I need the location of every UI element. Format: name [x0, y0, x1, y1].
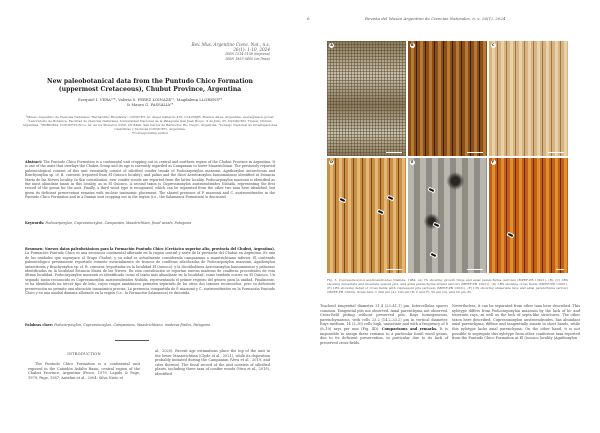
- arrow-icon: [338, 196, 346, 203]
- scale-bar: [556, 269, 564, 270]
- journal-citation: [192, 42, 270, 61]
- issn-print: ISSN 1514-5158 (impresa): [225, 52, 270, 57]
- authors-line-2: & Mauro G. PASSALIA²⁴: [126, 102, 174, 107]
- palabras-label: Palabras clave:: [25, 323, 54, 327]
- scale-bar: [548, 152, 564, 153]
- scale-bar: [386, 269, 402, 270]
- running-title: Revista del Museo Argentino de Ciencias Naturales, n. s. 26(1), 2024: [365, 16, 506, 21]
- scale-bar: [467, 152, 483, 153]
- article-title: [20, 78, 280, 94]
- palabras-clave: [25, 323, 275, 327]
- figure-panel-b: [408, 41, 487, 156]
- corresponding-author-note: *Corresponding author: [131, 131, 169, 136]
- body-column-1: [320, 304, 448, 345]
- arrow-icon: [429, 251, 437, 258]
- affiliations: [22, 115, 278, 135]
- figure-panel-d: [327, 158, 406, 273]
- affiliations-text: ¹Museo Argentino de Ciencias Naturales "Bernardino Rivadavia", CONICET. Av. Ángel Gallardo 470, C1405DJR, Buenos Aires, Argentina. evera@macn.gov.ar. ²Laboratorio de Botánica, Facultad de Ciencias Naturales, Universidad Nacional de la Patagonia San Juan Bosco. 9 de Julio 25, U9100CKN, Trelew, Chubut, Argentina. ³INIBIOMA, CONICET-UNCo. Av. de los Pioneros 2350, CP 8400, San Carlos de Bariloche, Río Negro, Argentina. ⁴Consejo Nacional de Investigaciones Científicas y Técnicas (CONICET), Argentina.: [22, 115, 278, 132]
- panel-label: D: [330, 159, 333, 164]
- right-page: [300, 0, 600, 433]
- journal-volume: 26(1): 1-10, 2024: [233, 47, 270, 53]
- panel-label: A: [330, 43, 333, 47]
- introduction-column-1: The Puntudo Chico Formation is a continental unit exposed in the Cañadón Asfalto Basin, central region of the Chubut Province, Argentina (Pesce, 1979, Lapido & Page, 1979; Page, 1987; Anselmi et al., 2004; Silva Nieto et: [28, 362, 140, 380]
- resumen-text: La Formación Puntudo Chico es una secuencia continental aflorante en la región central y norte de la provincia del Chubut en Argentina. Es una de las unidades que suprayace al Grupo Chubut, y su edad es actualmente considerada campaniana a maastrichtiana inferior. El contenido paleontológico previamente reportado consiste esencialmente de troncos de coníferas silicificadas de Podocarpoxylon mazzonii, Agathoxylon antarcticum y Brachyoxylon sp. cf. B. currorsii (reportadas en la localidad El Quiosco), y la dicotiledónea Aerotoxoxylon bausomnionse y palmeras identificadas en la localidad Estancia María de las Nieves. En esta contribución se reportan nuevas maderas de coníferas procedentes de esta última localidad. Podocarpoxylon mazzonii es identificado como el taxón más abundante en la localidad, como también ocurre en El Quiosco. Un segundo taxón reconocido es Cupressinoxylon austroendroides Nishida, representando el primer registro del género para la unidad. Finalmente, se ha identificado un tercer tipo de leño, cuyos rasgos anatómicos permiten separarlo de los otros dos taxones reconocidos, pero su deficiente preservación no permite una ubicación taxonómica precisa. La presencia compartida de P. mazzonii y C. austroendroides en la Formación Puntudo Chico y en una unidad daniana aflorante en la región (i.e., la Formación Salamanca) es discutida.: [25, 251, 275, 296]
- keywords: [25, 221, 275, 225]
- introduction-column-2: al., 2020). Recent age estimations place the top of the unit in the lower Maastrichtian (Clyde et al., 2021), while its deposition probably initiated during the Campanian (Vera et al., 2019, and cites therein). The fossil record of the unit consists of silicified plants, including three taxa of conifer woods (Vera et al., 2019), identified: [155, 349, 270, 376]
- resumen: [25, 247, 275, 295]
- body-column-2: Nevertheless, it can be separated from other taxa here described. This xylotype differs from Podocarpoxylon mazzonii by the lack of bi- and triseriate rays, as well as the lack of septa-like structures. The other taxon here described, Cupressinoxylon austroendroides, has abundant axial parenchyma, diffuse and tangentially zonate in short bands, while this xylotype lacks axial parenchyma. On the other hand, it is not possible to segregate this xylotype from other coniferous taxa reported from the Puntudo Chico Formation at El Quiosco locality (Agathoxylon: [452, 304, 580, 341]
- arrow-icon: [376, 208, 384, 215]
- comparisons-heading: Comparisons and remarks.: [381, 326, 438, 331]
- abstract-text: The Puntudo Chico Formation is a continental unit cropping out in central and northern region of the Chubut Province in Argentina. It is one of the units that overlays the Chubut Group and its age is currently regarded as Campanian to lower Maastrichtian. The previously reported paleontological content of this unit essentially consist of silicified conifer trunks of Podocarpoxylon mazzonii, Agathoxylon antarcticum and Brachyoxylon sp. cf. B. currorsii (reported from El Quiosco locality), and palms and the dicot Aerotoxoxylon bausomnionse identified at Estancia María de las Nieves locality. In this contribution, new conifer woods are reported from the latter locality. Podocarpoxylon mazzonii is identified as the most abundant taxon in this locality, as in El Quiosco. A second taxon is Cupressinoxylon austroendroides Nishida, representing the first record of the genus for the unit. Finally, a third wood type is recognized, which can be separated from the other two taxa here identified, but given its deficient preservation remains with unclear taxonomic placement. The shared presence of P. mazzonii and C. austroendroides in the Puntudo Chico Formation and in a Danian unit cropping out in the region (i.e., the Salamanca Formation) is discussed.: [25, 160, 275, 200]
- panel-label: B: [411, 43, 414, 47]
- introduction-heading: INTRODUCTION: [67, 352, 101, 356]
- figure-caption: Fig. 3. Cupressinoxylon austroendroides Nishida, 1984. (A) TS showing growth rings and axial parenchyma (arrows) (MPEF-PB 13021). (B), (C) LRS showing uniseriate and biseriate spaced pits, and axial parenchyma strand (arrow) (MPEF-PB 13021). (D) LRS showing cross fields (MPEF-PB 13021). (E) LRS showing detail of cross fields with cupressoid pits (arrows) (MPEF-PB 13021). (F) LTS showing uniseriate rays and axial parenchyma (arrow) (MPEF-PB 13023). Scale bars = 200 µm (A); 100 µm (B, C and F), 50 µm (D), and 20 µm (E).: [327, 278, 568, 295]
- arrow-icon: [386, 194, 394, 201]
- arrow-icon: [506, 231, 514, 238]
- panel-label: F: [491, 159, 495, 164]
- figure-panel-c: [489, 41, 568, 156]
- abstract: [25, 160, 275, 200]
- scale-bar: [386, 152, 402, 153]
- authors: [20, 97, 280, 107]
- abstract-label: Abstract:: [25, 160, 43, 164]
- journal-name: Rev. Mus. Argentino Cienc. Nat., n.s.: [191, 42, 270, 47]
- keywords-label: Keywords:: [25, 221, 45, 225]
- figure-panel-f: [489, 158, 568, 273]
- figure-panel-e: [408, 158, 487, 273]
- arrow-icon: [427, 186, 435, 193]
- authors-line-1: Ezequiel I. VERA¹²*, Valeria S. PEREZ LOINAZE¹², Magdalena LLORENS³⁴: [78, 97, 222, 102]
- scale-bar: [467, 269, 483, 270]
- keywords-text: Podocarpoxylon, Cupressinoxylon, Campanian, Maastrichtian, fossil woods, Patagonia: [45, 221, 192, 225]
- comparisons-text: It is impossible to assign these remains to a particular fossil wood genus, due to its deficient preservation, in particular due to its lack of preserved cross-fields.: [320, 326, 448, 345]
- title-line-2: (uppermost Cretaceous), Chubut Province, Argentina: [58, 86, 242, 93]
- issn-online: ISSN 1853-0400 (en línea): [225, 56, 270, 61]
- figure-panel-a: [327, 41, 406, 156]
- title-line-1: New paleobotanical data from the Puntudo Chico Formation: [47, 78, 253, 85]
- palabras-text: Podocarpoxylon, Cupressinoxylon, Campaniano, Maastrichtiano, maderas fósiles, Patagonia: [54, 323, 211, 327]
- panel-label: E: [411, 159, 414, 164]
- description-text: Tracheid tangential diameter 31.4 (23–41.1) µm. Intercellular spaces common. Tangential pits not observed. Axial parenchyma not observed. Cross-field pitting without preserved pits. Rays homogeneous, parenchymatous, with cells 23.2 (14.2–33.2) µm in vertical diameter. Rays medium, 14 (3–30) cells high, uniseriate and with a frequency of 8 (6–10) rays per mm (Fig. 4D).: [320, 304, 448, 331]
- resumen-label: Resumen: Nuevos datos paleobotánicos para la Formación Puntudo Chico (Cretácico superior alto, provincia del Chubut, Argentina).: [25, 247, 275, 251]
- panel-label: C: [491, 43, 495, 47]
- figure-3: [327, 41, 568, 273]
- page-number: 6: [307, 16, 310, 21]
- section-divider: [115, 340, 149, 341]
- arrow-icon: [432, 221, 440, 228]
